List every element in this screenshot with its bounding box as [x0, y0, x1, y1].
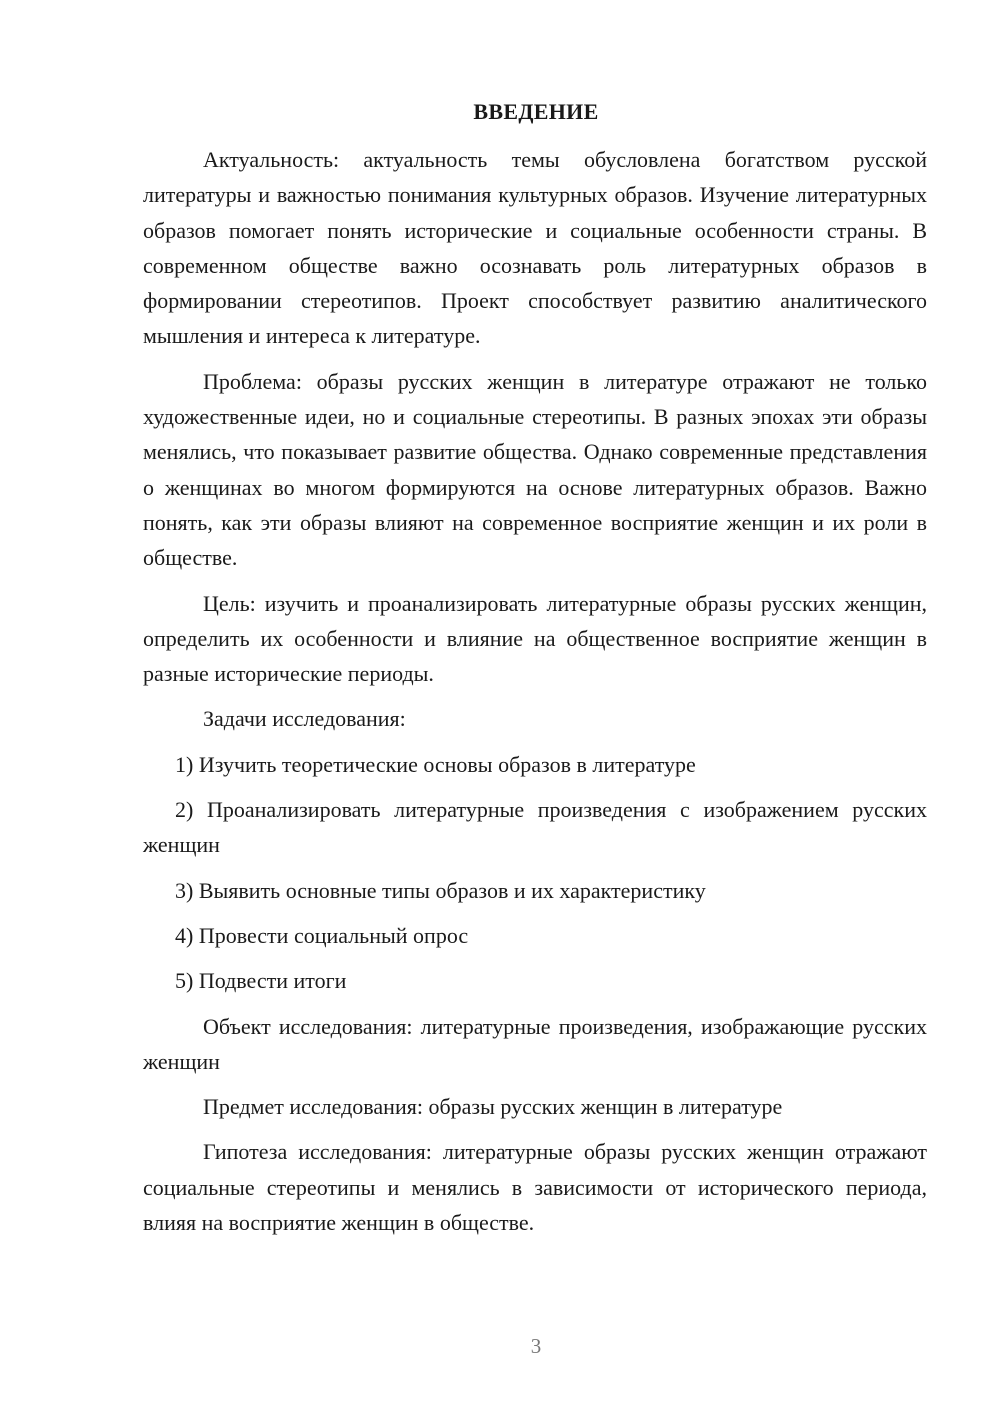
subject-paragraph: Предмет исследования: образы русских женщин в литературе	[203, 1094, 783, 1120]
object-paragraph: Объект исследования: литературные произведения, изображающие русских женщин	[143, 1013, 927, 1074]
document-body	[143, 142, 927, 1240]
goal-paragraph: Цель: изучить и проанализировать литературные образы русских женщин, определить их особенности и влияние на общественное восприятие женщин в разные исторические периоды.	[143, 590, 927, 687]
list-item: 2) Проанализировать литературные произведения с изображением русских женщин	[143, 797, 927, 858]
page-title: ВВЕДЕНИЕ	[473, 99, 599, 124]
hypothesis-paragraph: Гипотеза исследования: литературные образы русских женщин отражают социальные стереотипы и менялись в зависимости от исторического периода, влияя на восприятие женщин в обществе.	[143, 1139, 927, 1236]
problem-paragraph: Проблема: образы русских женщин в литературе отражают не только художественные идеи, но и социальные стереотипы. В разных эпохах эти образы менялись, что показывает развитие общества. Однако современные представления о женщинах во многом формируются на основе литературных образов. Важно понять, как эти образы влияют на современное восприятие женщин и их роли в обществе.	[143, 368, 927, 571]
relevance-paragraph: Актуальность: актуальность темы обусловлена богатством русской литературы и важностью понимания культурных образов. Изучение литературных образов помогает понять исторические и социальные особенности страны. В современном обществе важно осознавать роль литературных образов в формировании стереотипов. Проект способствует развитию аналитического мышления и интереса к литературе.	[143, 147, 927, 349]
page-number: 3	[530, 1334, 542, 1358]
list-item: 3) Выявить основные типы образов и их характеристику	[175, 877, 706, 903]
list-item: 1) Изучить теоретические основы образов в литературе	[175, 751, 696, 777]
list-item: 4) Провести социальный опрос	[175, 922, 469, 948]
list-item: 5) Подвести итоги	[175, 968, 347, 994]
tasks-heading: Задачи исследования:	[203, 706, 406, 732]
